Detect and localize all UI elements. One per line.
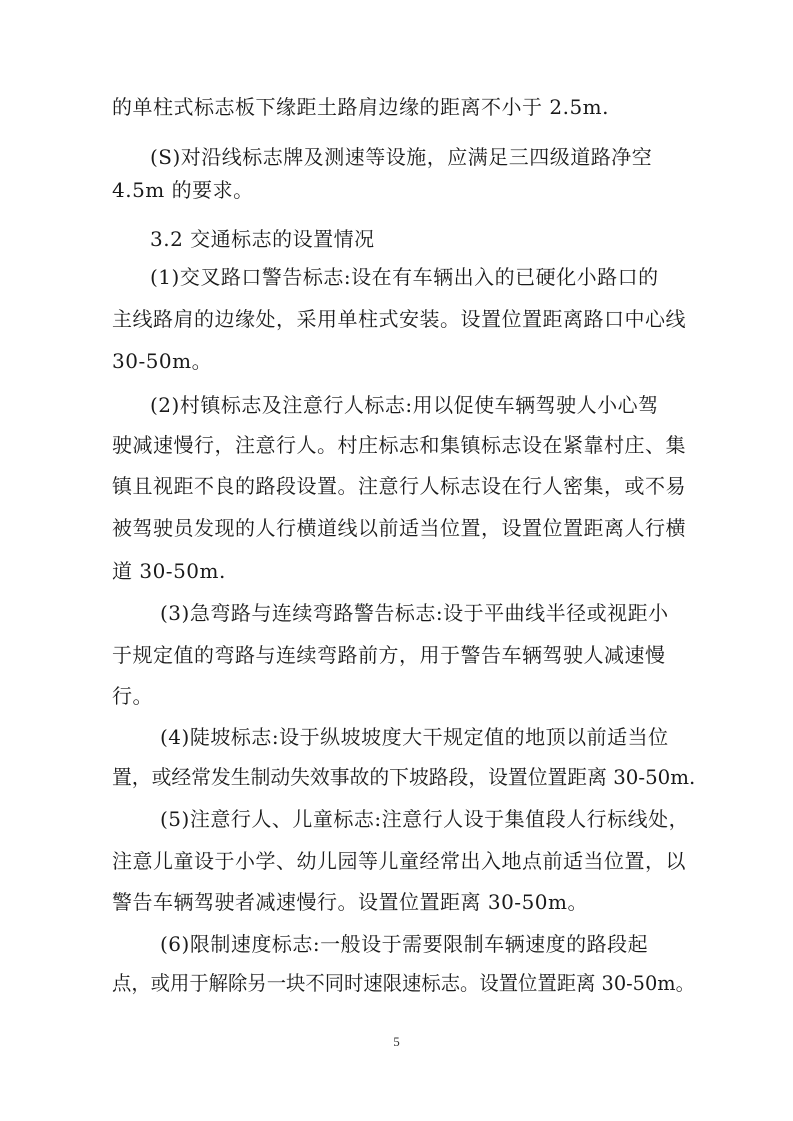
text-line-3: 4.5m 的要求。 [112, 178, 254, 202]
text-line-2: (S)对沿线标志牌及测速等设施，应满足三四级道路净空 [150, 145, 653, 169]
text-line-22: 点，或用于解除另一块不同时速限速标志。设置位置距离 30-50m。 [112, 971, 695, 995]
text-line-17: 置，或经常发生制动失效事故的下坡路段，设置位置距离 30-50m. [112, 765, 696, 789]
text-line-6: 主线路肩的边缘处，采用单柱式安装。设置位置距离路口中心线 [112, 307, 686, 331]
section-heading: 3.2 交通标志的设置情况 [150, 227, 375, 251]
text-line-16: (4)陡坡标志:设于纵坡坡度大干规定值的地顶以前适当位 [160, 725, 669, 749]
text-line-20: 警告车辆驾驶者减速慢行。设置位置距离 30-50m。 [112, 890, 588, 914]
text-line-7: 30-50m。 [112, 349, 213, 373]
text-line-13: (3)急弯路与连续弯路警告标志:设于平曲线半径或视距小 [160, 601, 669, 625]
text-line-11: 被驾驶员发现的人行横道线以前适当位置，设置位置距离人行横 [112, 516, 686, 540]
text-line-1: 的单柱式标志板下缘距土路肩边缘的距离不小于 2.5m. [112, 95, 609, 119]
text-line-14: 于规定值的弯路与连续弯路前方，用于警告车辆驾驶人减速慢 [112, 643, 666, 667]
text-line-5: (1)交叉路口警告标志:设在有车辆出入的已硬化小路口的 [150, 265, 659, 289]
text-line-18: (5)注意行人、儿童标志:注意行人设于集值段人行标线处， [160, 807, 690, 831]
text-line-15: 行。 [112, 684, 153, 708]
text-line-12: 道 30-50m. [112, 559, 226, 583]
page-number: 5 [393, 1034, 400, 1049]
text-line-21: (6)限制速度标志:一般设于需要限制车辆速度的路段起 [160, 932, 649, 956]
text-line-9: 驶减速慢行，注意行人。村庄标志和集镇标志设在紧靠村庄、集 [112, 433, 686, 457]
text-line-10: 镇且视距不良的路段设置。注意行人标志设在行人密集，或不易 [112, 474, 686, 498]
text-line-19: 注意儿童设于小学、幼儿园等儿童经常出入地点前适当位置，以 [112, 849, 686, 873]
text-line-8: (2)村镇标志及注意行人标志:用以促使车辆驾驶人小心驾 [150, 393, 659, 417]
